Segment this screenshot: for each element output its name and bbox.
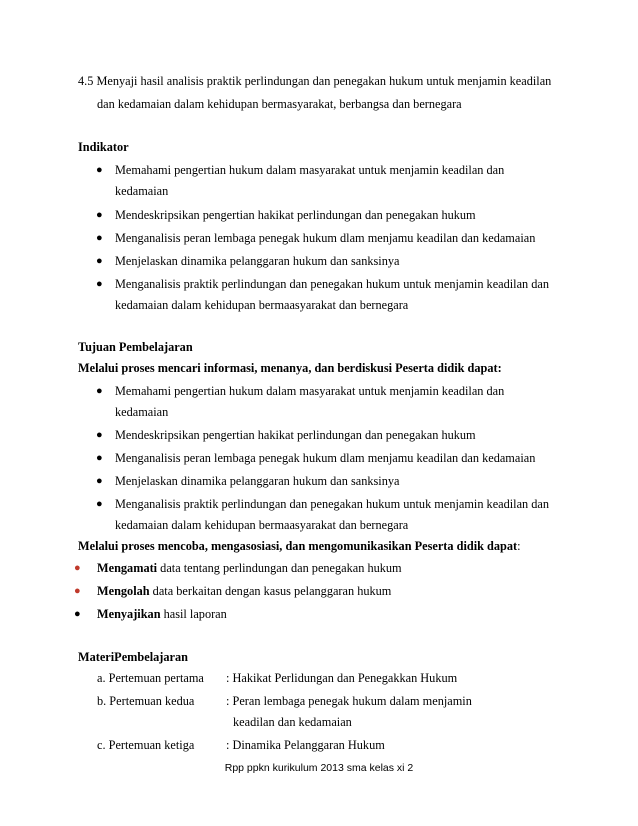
tujuan-item2-2-verb: Mengolah — [97, 584, 150, 598]
tujuan-item-2: Mendeskripsikan pengertian hakikat perlindungan dan penegakan hukum — [115, 428, 476, 442]
tujuan-item-4: Menjelaskan dinamika pelanggaran hukum dan sanksinya — [115, 474, 400, 488]
tujuan-intro-2-text: Melalui proses mencoba, mengasosiasi, dan mengomunikasikan Peserta didik dapat — [78, 539, 518, 553]
materi-row-3-label: c. Pertemuan ketiga — [97, 738, 195, 752]
materi-row-2-label: b. Pertemuan kedua — [97, 694, 195, 708]
materi-row-2-value: : Peran lembaga penegak hukum dalam menjamin — [226, 694, 472, 708]
indikator-item-5: Menganalisis praktik perlindungan dan penegakan hukum untuk menjamin keadilan dan — [115, 277, 550, 291]
indikator-item-5-cont: kedamaian dalam kehidupan bermaasyarakat dan bernegara — [115, 298, 409, 312]
tujuan-item2-3 — [97, 607, 227, 621]
tujuan-heading: Tujuan Pembelajaran — [78, 340, 193, 354]
tujuan-intro: Melalui proses mencari informasi, menanya, dan berdiskusi Peserta didik dapat: — [78, 361, 502, 375]
indikator-item-4: Menjelaskan dinamika pelanggaran hukum dan sanksinya — [115, 254, 400, 268]
tujuan-item2-2-text: data berkaitan dengan kasus pelanggaran hukum — [149, 584, 392, 598]
tujuan-item-1: Memahami pengertian hukum dalam masyarakat untuk menjamin keadilan dan — [115, 384, 505, 398]
tujuan-item2-1-text: data tentang perlindungan dan penegakan hukum — [157, 561, 402, 575]
bullet-icon: ● — [96, 452, 103, 464]
bullet-icon: ● — [96, 232, 103, 244]
materi-heading: MateriPembelajaran — [78, 650, 188, 664]
bullet-icon: ● — [96, 278, 103, 290]
materi-row-3-value: : Dinamika Pelanggaran Hukum — [226, 738, 385, 752]
tujuan-item-3: Menganalisis peran lembaga penegak hukum dlam menjamu keadilan dan kedamaian — [115, 451, 536, 465]
competency-line-2: dan kedamaian dalam kehidupan bermasyarakat, berbangsa dan bernegara — [97, 97, 462, 111]
bullet-icon: ● — [96, 429, 103, 441]
indikator-item-2: Mendeskripsikan pengertian hakikat perlindungan dan penegakan hukum — [115, 208, 476, 222]
tujuan-item-5-cont: kedamaian dalam kehidupan bermaasyarakat dan bernegara — [115, 518, 409, 532]
materi-row-1-value: : Hakikat Perlidungan dan Penegakkan Hukum — [226, 671, 458, 685]
indikator-heading: Indikator — [78, 140, 129, 154]
bullet-icon: ● — [74, 608, 81, 620]
tujuan-intro-2-colon: : — [517, 539, 521, 553]
tujuan-item2-3-verb: Menyajikan — [97, 607, 161, 621]
bullet-icon: ● — [96, 255, 103, 267]
bullet-icon: ● — [74, 562, 81, 574]
bullet-icon: ● — [74, 585, 81, 597]
bullet-icon: ● — [96, 385, 103, 397]
indikator-item-1: Memahami pengertian hukum dalam masyarakat untuk menjamin keadilan dan — [115, 163, 505, 177]
materi-row-2-value-cont: keadilan dan kedamaian — [233, 715, 352, 729]
materi-row-1-label: a. Pertemuan pertama — [97, 671, 204, 685]
competency-line-1: 4.5 Menyaji hasil analisis praktik perlindungan dan penegakan hukum untuk menjamin keadilan — [78, 74, 552, 88]
tujuan-item2-1 — [97, 561, 402, 575]
tujuan-item-5: Menganalisis praktik perlindungan dan penegakan hukum untuk menjamin keadilan dan — [115, 497, 550, 511]
page-footer: Rpp ppkn kurikulum 2013 sma kelas xi 2 — [224, 762, 414, 774]
tujuan-intro-2 — [78, 539, 521, 553]
bullet-icon: ● — [96, 498, 103, 510]
bullet-icon: ● — [96, 164, 103, 176]
bullet-icon: ● — [96, 209, 103, 221]
indikator-item-3: Menganalisis peran lembaga penegak hukum dlam menjamu keadilan dan kedamaian — [115, 231, 536, 245]
tujuan-item-1-cont: kedamaian — [115, 405, 169, 419]
tujuan-item2-1-verb: Mengamati — [97, 561, 158, 575]
tujuan-item2-3-text: hasil laporan — [160, 607, 227, 621]
tujuan-item2-2 — [97, 584, 391, 598]
indikator-item-1-cont: kedamaian — [115, 184, 169, 198]
bullet-icon: ● — [96, 475, 103, 487]
